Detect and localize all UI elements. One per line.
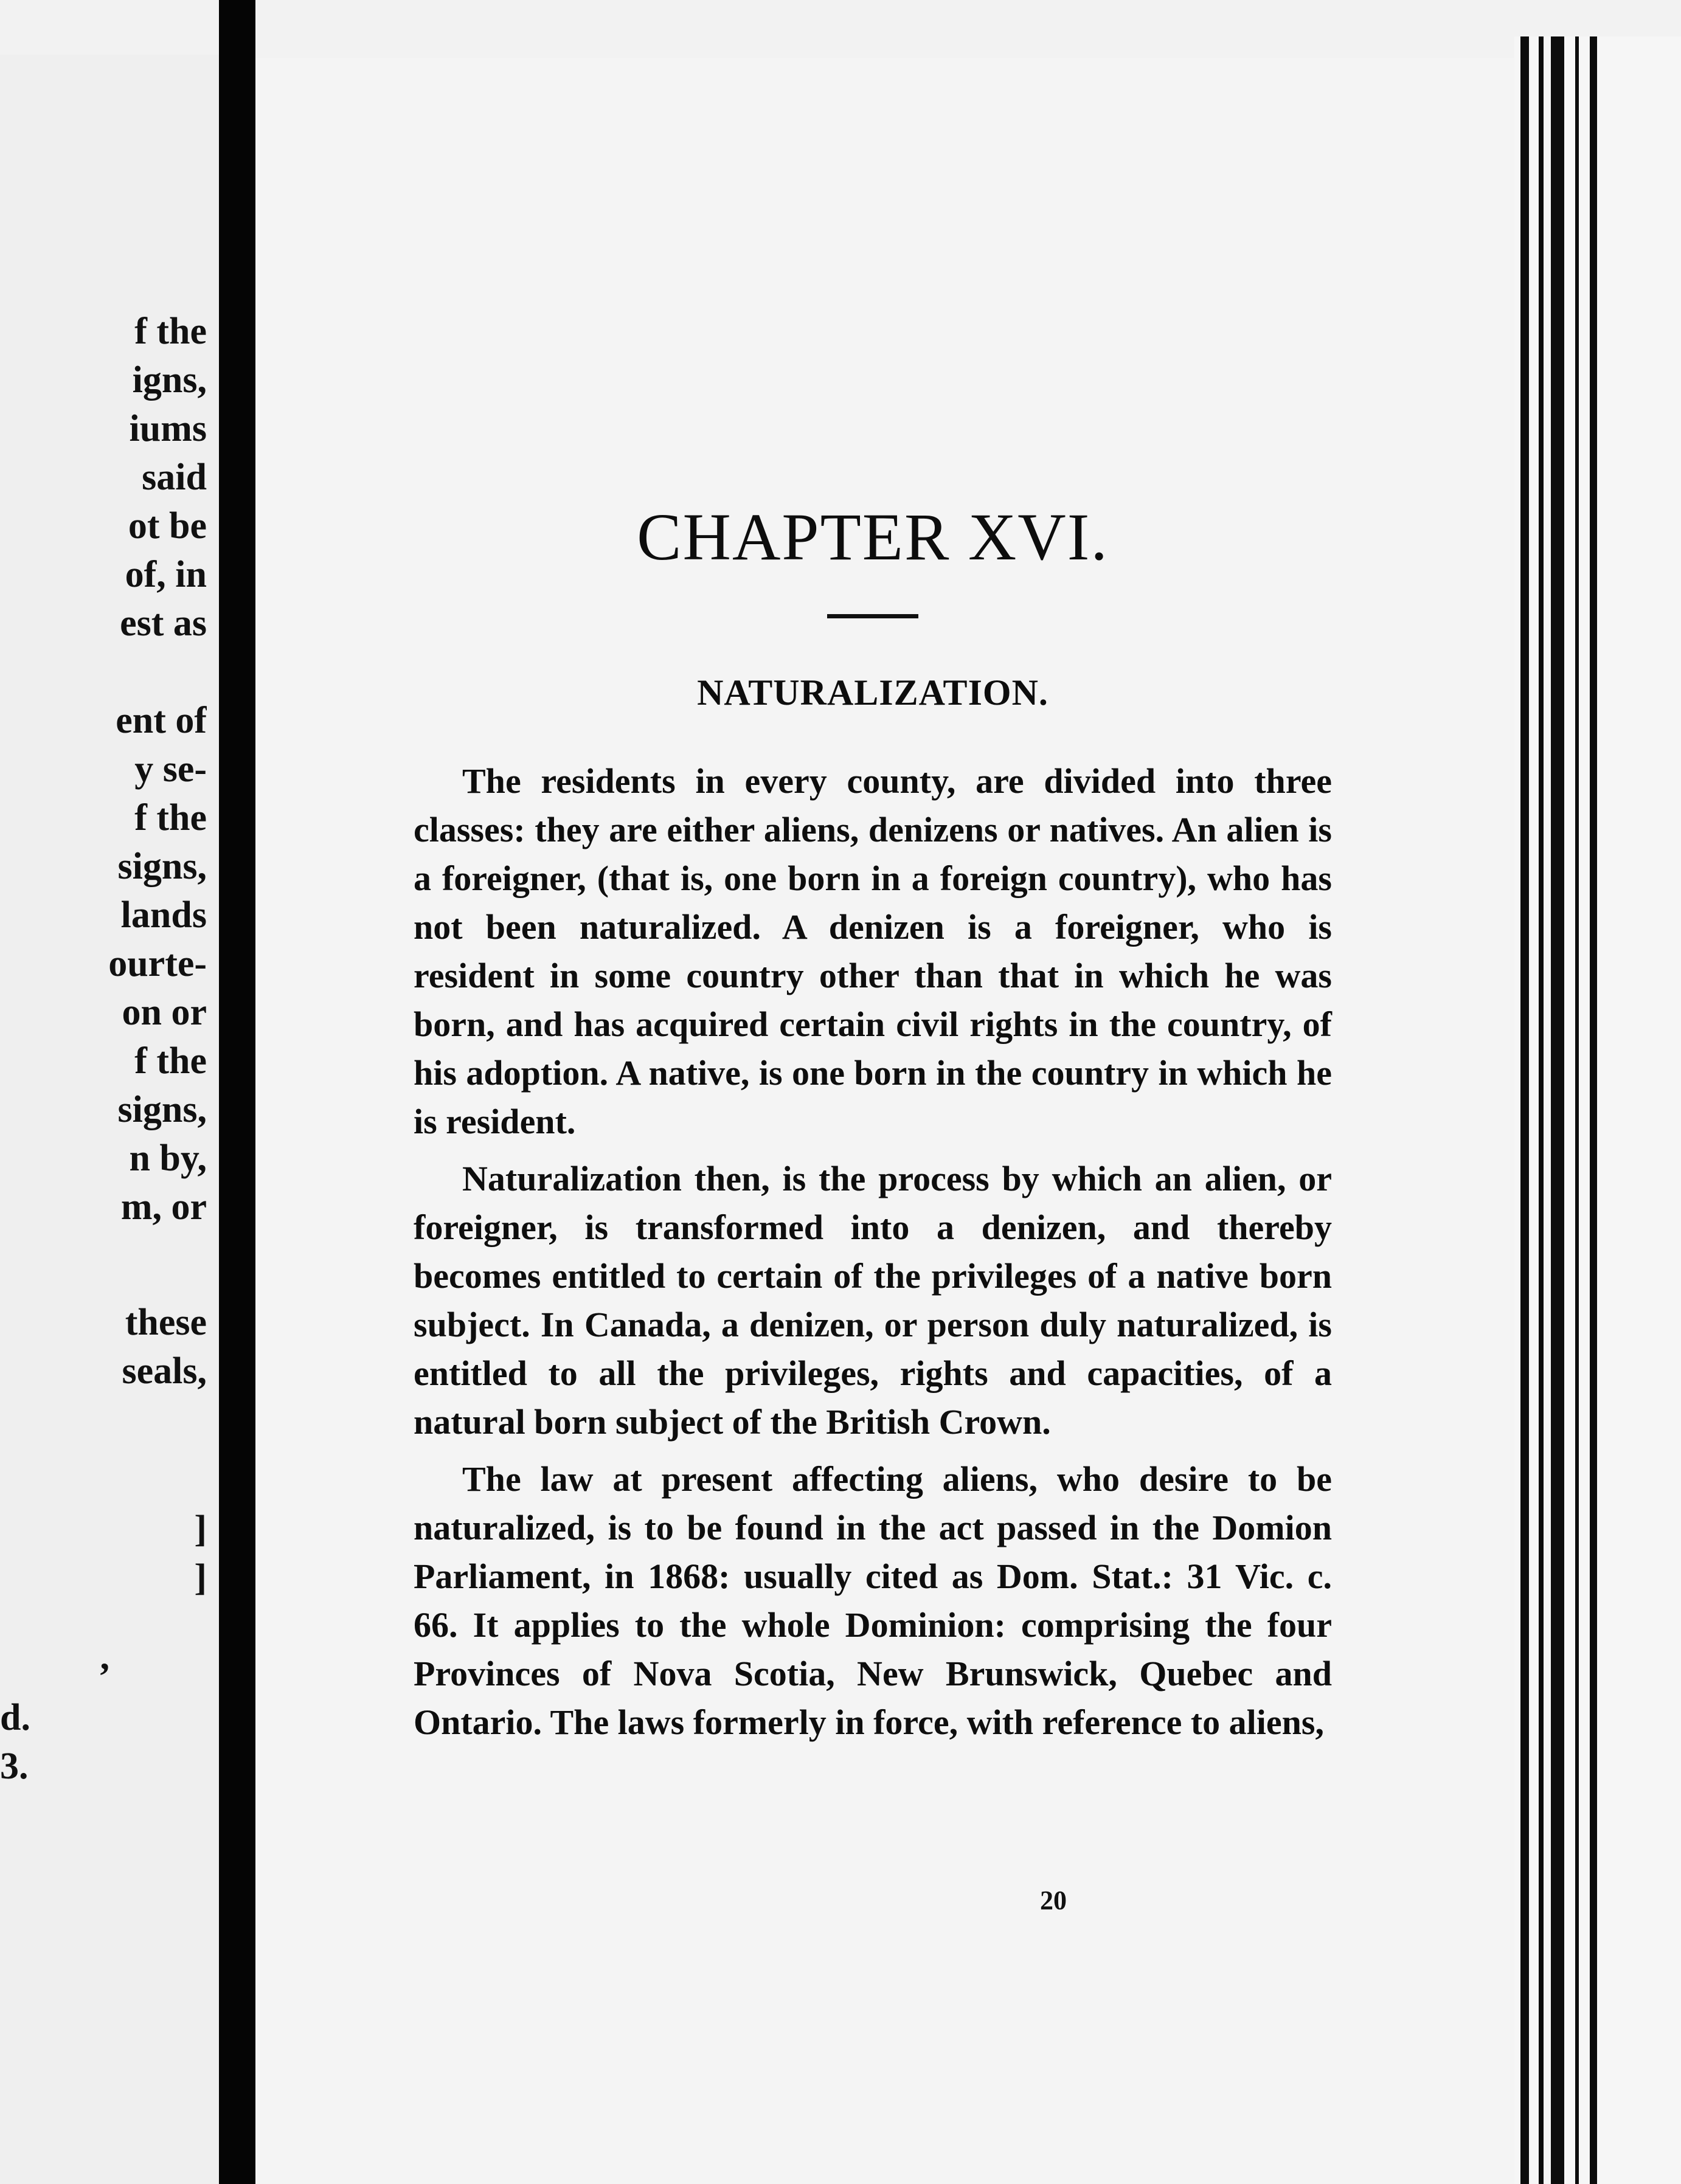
page-edge-line [1520, 36, 1529, 2184]
page-edge-line [1575, 36, 1579, 2184]
left-line-fragment: iums [129, 408, 207, 449]
body-text [414, 757, 1332, 1755]
paragraph: Naturalization then, is the process by which an alien, or foreigner, is transformed into a denizen, and thereby becomes entitled to certain of the privileges of a native born subject. In Canada, a denizen, or person duly naturalized, is entitled to all the privileges, rights and capacities, of a natural born subject of the British Crown. [414, 1159, 1332, 1442]
left-line-fragment: igns, [132, 359, 207, 401]
left-line-fragment: lands [120, 894, 207, 936]
left-line-fragment: m, or [120, 1186, 207, 1228]
left-line-fragment: seals, [122, 1350, 207, 1392]
left-line-fragment: 3. [0, 1746, 29, 1787]
title-rule [827, 614, 918, 618]
left-line-fragment: on or [122, 992, 207, 1033]
left-line-fragment: of, in [125, 554, 207, 595]
left-line-fragment: said [142, 457, 207, 498]
paragraph: The residents in every county, are divided into three classes: they are either aliens, denizens or natives. An alien is a foreigner, (that is, one born in a foreign country), who has not been naturalized. A denizen is a foreigner, who is resident in some country other than that in which he was born, and has acquired certain civil rights in the country, of his adoption. A native, is one born in the country in which he is resident. [414, 761, 1332, 1141]
left-line-fragment: n by, [129, 1138, 207, 1179]
left-line-fragment: ] [194, 1508, 207, 1550]
page-edge-line [1551, 36, 1564, 2184]
paragraph: The law at present affecting aliens, who desire to be naturalized, is to be found in the act passed in the Domion Parliament, in 1868: usually cited as Dom. Stat.: 31 Vic. c. 66. It applies to the whole Dominion: comprising the four Provinces of Nova Scotia, New Brunswick, Quebec and Ontario. The laws formerly in force, with reference to aliens, [414, 1459, 1332, 1742]
page-edge-line [1539, 36, 1544, 2184]
left-line-fragment: signs, [117, 846, 207, 887]
left-line-fragment: d. [0, 1697, 30, 1738]
left-line-fragment: ent of [116, 700, 207, 741]
page-edge-line [1590, 36, 1597, 2184]
left-line-fragment: y se- [134, 748, 207, 790]
left-line-fragment: est as [120, 603, 207, 644]
page-edge [1514, 36, 1681, 2184]
left-line-fragment: signs, [117, 1089, 207, 1130]
chapter-title: CHAPTER XVI. [637, 500, 1109, 574]
left-line-fragment: ] [194, 1557, 207, 1598]
left-line-fragment: f the [134, 797, 207, 838]
book-gutter [219, 0, 255, 2184]
left-line-fragment: these [125, 1302, 207, 1343]
left-line-fragment: f the [134, 1040, 207, 1082]
left-line-fragment: , [100, 1636, 109, 1678]
left-line-fragment: f the [134, 311, 207, 352]
left-line-fragment: ot be [128, 505, 207, 547]
signature-mark: 20 [1040, 1885, 1067, 1915]
left-page [0, 55, 219, 2184]
section-heading: NATURALIZATION. [697, 672, 1048, 713]
left-line-fragment: ourte- [108, 943, 207, 984]
